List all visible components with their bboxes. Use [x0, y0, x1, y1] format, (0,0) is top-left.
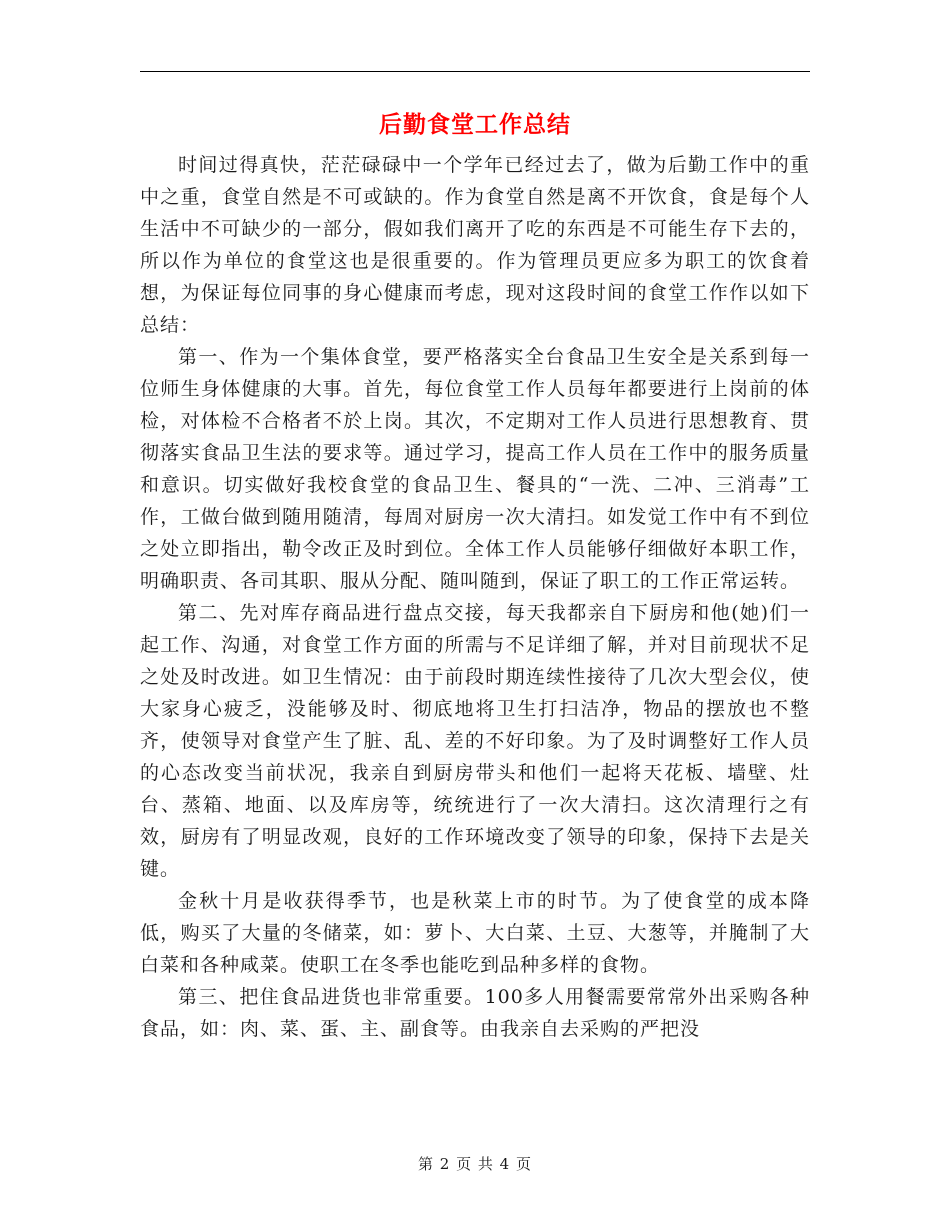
document-title: 后勤食堂工作总结: [379, 111, 571, 138]
paragraph-autumn: 金秋十月是收获得季节，也是秋菜上市的时节。为了使食堂的成本降低，购买了大量的冬储菜，如：萝卜、大白菜、土豆、大葱等，并腌制了大白菜和各种咸菜。使职工在冬季也能吃到品种多样的食物。: [140, 890, 810, 976]
paragraph-first-point: 第一、作为一个集体食堂，要严格落实全台食品卫生安全是关系到每一位师生身体健康的大事。首先，每位食堂工作人员每年都要进行上岗前的体检，对体检不合格者不於上岗。其次，不定期对工作人员进行思想教育、贯彻落实食品卫生法的要求等。通过学习，提高工作人员在工作中的服务质量和意识。切实做好我校食堂的食品卫生、餐具的“一洗、二冲、三消毒”工作，工做台做到随用随清，每周对厨房一次大清扫。如发觉工作中有不到位之处立即指出，勒令改正及时到位。全体工作人员能够仔细做好本职工作，明确职责、各司其职、服从分配、随叫随到，保证了职工的工作正常运转。: [140, 346, 810, 592]
header-rule: [140, 71, 810, 72]
paragraph-intro: 时间过得真快，茫茫碌碌中一个学年已经过去了，做为后勤工作中的重中之重，食堂自然是不可或缺的。作为食堂自然是离不开饮食，食是每个人生活中不可缺少的一部分，假如我们离开了吃的东西是不可能生存下去的，所以作为单位的食堂这也是很重要的。作为管理员更应多为职工的饮食着想，为保证每位同事的身心健康而考虑，现对这段时间的食堂工作作以如下总结：: [140, 154, 810, 336]
paragraph-third-point: 第三、把住食品进货也非常重要。100多人用餐需要常常外出采购各种食品，如：肉、菜、蛋、主、副食等。由我亲自去采购的严把没: [140, 986, 810, 1040]
page-number-footer: 第 2 页 共 4 页: [418, 1155, 532, 1173]
document-body: [140, 149, 810, 1045]
paragraph-second-point: 第二、先对库存商品进行盘点交接，每天我都亲自下厨房和他(她)们一起工作、沟通，对食堂工作方面的所需与不足详细了解，并对目前现状不足之处及时改进。如卫生情况：由于前段时期连续性接待了几次大型会仪，使大家身心疲乏，没能够及时、彻底地将卫生打扫洁净，物品的摆放也不整齐，使领导对食堂产生了脏、乱、差的不好印象。为了及时调整好工作人员的心态改变当前状况，我亲自到厨房带头和他们一起将天花板、墙壁、灶台、蒸箱、地面、以及库房等，统统进行了一次大清扫。这次清理行之有效，厨房有了明显改观，良好的工作环境改变了领导的印象，保持下去是关键。: [140, 602, 810, 880]
